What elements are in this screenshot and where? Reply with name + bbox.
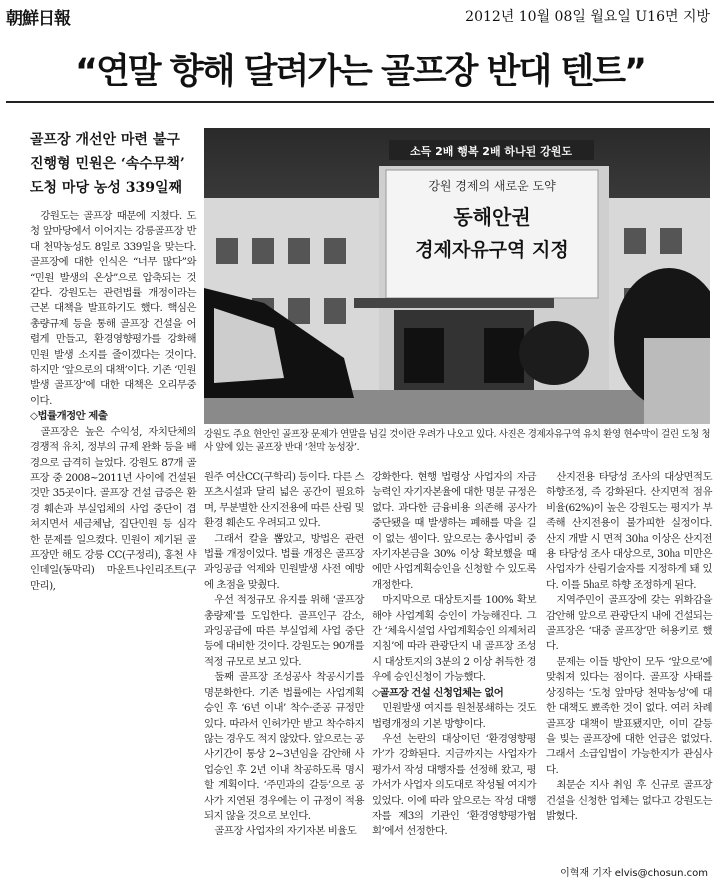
paragraph: 그래서 칼을 뽑았고, 방법은 관련 법률 개정이었다. 법률 개정은 골프장 과잉공급 억제와 민원발생 사전 예방에 초점을 맞췄다. — [204, 532, 364, 591]
news-photo — [204, 128, 710, 424]
paragraph: 원주 여산CC(구학리) 등이다. 다른 스포츠시설과 달리 넓은 공간이 필요하며, 무분별한 산지전용에 따른 산림 및 환경 훼손도 우려되고 있다. — [204, 471, 365, 530]
paragraph: 문제는 이들 방안이 모두 ‘앞으로’에 맞춰져 있다는 점이다. 골프장 사태를 상징하는 ‘도청 앞마당 천막농성’에 대한 대책도 뾰족한 것이 없다. 여러 차례 골프장 대책이 발표됐지만, 이미 갈등을 빚는 골프장에 대한 언급은 없었다. 그래서 소급입법이 가능한지가 관심사다. — [546, 655, 712, 776]
photo-banner-line1: 강원 경제의 새로운 도약 — [428, 179, 556, 193]
byline: 이혁재 기자 elvis@chosun.com — [560, 868, 708, 879]
paragraph: 민원발생 여지를 원천봉쇄하는 것도 법령개정의 기본 방향이다. — [372, 702, 536, 730]
subheads — [30, 128, 200, 200]
article-column-1 — [30, 209, 196, 594]
subhead: 골프장 개선안 마련 불구 — [30, 132, 180, 148]
subhead: 도청 마당 농성 339일째 — [30, 180, 183, 196]
paragraph: 지역주민이 골프장에 갖는 위화감을 감안해 앞으로 관광단지 내에 건설되는 골프장은 ‘대중 골프장’만 허용키로 했다. — [546, 594, 712, 653]
paragraph: 둘째 골프장 조성공사 착공시기를 명문화한다. 기존 법률에는 사업계획 승인 후 ‘6년 이내’ 착수·준공 규정만 있다. 따라서 인허가만 받고 착수하지 않는 경우도 적지 않았다. 앞으로는 공사기간이 통상 2~3년임을 감안해 사업승인 후 2년 이내 착공하도록 명시할 계획이다. ‘주민과의 갈등’으로 공사가 지연된 경우에는 이 규정이 적용되지 않을 것으로 보인다. — [204, 671, 364, 822]
photo-banner-line2: 동해안권 — [453, 205, 531, 229]
article-column-4 — [546, 470, 712, 824]
paragraph: 우선 논란의 대상이던 ‘환경영향평가’가 강화된다. 지금까지는 사업자가 평가서 작성 대행자를 선정해 왔고, 평가서가 사업자 의도대로 작성될 여지가 있었다. 이에 따라 앞으로는 작성 대행자를 제3의 기관인 ‘환경영향평가협회’에서 선정한다. — [372, 732, 536, 838]
paragraph: 마지막으로 대상토지를 100% 확보해야 사업계획 승인이 가능해진다. 그간 ‘체육시설업 사업계획승인 의제처리 지침’에 따라 관광단지 내 골프장 조성 시 대상토지의 3분의 2 이상 취득한 경우에 승인신청이 가능했다. — [372, 594, 536, 684]
paragraph: 최문순 지사 취임 후 신규로 골프장 건설을 신청한 업체는 없다고 강원도는 밝혔다. — [546, 779, 712, 822]
article-column-3 — [372, 470, 536, 840]
article-column-2 — [204, 470, 364, 840]
paragraph: 산지전용 타당성 조사의 대상면적도 하향조정, 즉 강화된다. 산지면적 점유비율(62%)이 높은 강원도는 평지가 부족해 산지전용이 불가피한 실정이다. 산지 개발 시 면적 30㏊ 이상은 산지전용 타당성 조사 대상으로, 30㏊ 미만은 사업자가 산림기술자를 지정하게 돼 있다. 이를 5㏊로 하향 조정하게 된다. — [546, 471, 712, 591]
paragraph: 강원도는 골프장 때문에 지쳤다. 도청 앞마당에서 이어지는 강릉골프장 반대 천막농성도 8일로 339일을 맞는다. 골프장에 대한 인식은 “너무 많다”와 “민원 발생의 온상”으로 압축되는 것 같다. 강원도는 관련법률 개정이라는 근본 대책을 발표하기도 했다. 핵심은 총량규제 등을 통해 골프장 건설을 어렵게 만들고, 환경영향평가를 강화해 민원 발생 소지를 줄이겠다는 것이다. 하지만 ‘앞으로의 대책’이다. 기존 ‘민원 발생 골프장’에 대한 대책은 오리무중이다. — [30, 210, 196, 407]
paragraph: 강화한다. 현행 법령상 사업자의 자금능력인 자기자본율에 대한 명문 규정은 없다. 과다한 금융비용 의존해 공사가 중단됐을 때 발생하는 폐해를 막을 길이 없는 셈이다. 앞으로는 총사업비 중 자기자본금을 30% 이상 확보했을 때에만 사업계획승인을 신청할 수 있도록 개정한다. — [372, 471, 536, 591]
photo-caption: 강원도 주요 현안인 골프장 문제가 연말을 넘길 것이란 우려가 나오고 있다. 사진은 경제자유구역 유치 환영 현수막이 걸린 도청 청사 앞에 있는 골프장 반대 ‘천막 농성장’. — [204, 429, 711, 453]
headline-rule — [6, 101, 714, 103]
masthead-logo: 朝鮮日報 — [6, 9, 70, 29]
headline: “연말 향해 달려가는 골프장 반대 텐트” — [74, 52, 646, 92]
subhead: 진행형 민원은 ‘속수무책’ — [30, 156, 185, 172]
paragraph: 골프장은 높은 수익성, 자치단체의 경쟁적 유치, 정부의 규제 완화 등을 배경으로 급격히 늘었다. 강원도 87개 골프장 중 2008~2011년 사이에 건설된 것만 35곳이다. 골프장 건설 급증은 환경 훼손과 부실업체의 사업 중단이 겹쳐지면서 세금체납, 집단민원 등 심각한 문제를 일으켰다. 민원이 제기된 골프장만 해도 강릉 CC(구정리), 홍천 샤인데일(동막리) 마운트나인리조트(구만리), — [30, 425, 196, 592]
section-heading: ◇법률개정안 제출 — [30, 410, 108, 423]
photo-top-banner: 소득 2배 행복 2배 하나된 강원도 — [410, 145, 572, 158]
section-heading: ◇골프장 건설 신청업체는 없어 — [372, 686, 504, 699]
paragraph: 골프장 사업자의 자기자본 비율도 — [214, 825, 357, 838]
paragraph: 우선 적정규모 유지를 위해 ‘골프장 총량제’를 도입한다. 골프인구 감소, 과잉공급에 따른 부실업체 사업 중단 등에 대비한 것이다. 강원도는 90개를 적정 규모로 보고 있다. — [204, 594, 364, 668]
dateline: 2012년 10월 08일 월요일 U16면 지방 — [465, 9, 710, 25]
photo-banner-line3: 경제자유구역 지정 — [415, 239, 569, 261]
